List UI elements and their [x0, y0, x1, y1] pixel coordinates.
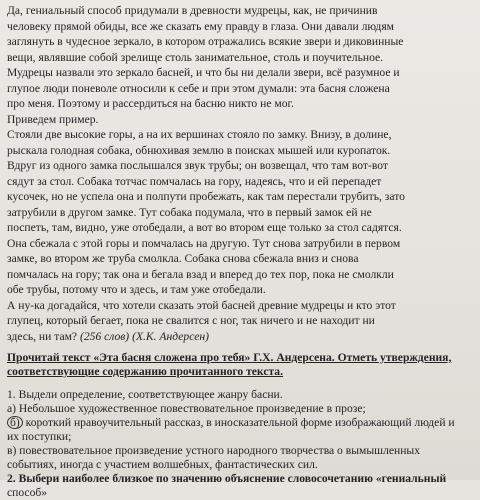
word-count: (256 слов)	[79, 330, 130, 343]
story-line: помчалась на гору; так она и бегала взад и вперед до тех пор, пока не смолкли	[7, 267, 394, 281]
story-last-line	[7, 330, 209, 344]
option-b-line-1	[7, 416, 455, 430]
option-v-line-2: событиях, иногда с участием волшебных, фантастических сил.	[7, 458, 318, 471]
story-line: Мудрецы назвали это зеркало басней, и что бы ни делали звери, всё разумное и	[7, 66, 400, 79]
story-line: Стояли две высокие горы, а на их вершинах стояло по замку. Внизу, в долине,	[7, 128, 392, 141]
story-line: Вдруг из одного замка послышался звук трубы; он возвещал, что там вот-вот	[7, 159, 388, 172]
story-line: замке, во втором же труба смолкла. Собака снова сбежала вниз и снова	[7, 252, 359, 265]
option-v-line-1: в) повествовательное произведение устного народного творчества о вымышленных	[7, 444, 420, 457]
story-line: вещи, являвшие собой зрелище столь занимательное, столь и поучительное.	[7, 50, 384, 64]
story-line: затрубили в другом замке. Тут собака подумала, что в первый замок ей не	[7, 205, 372, 219]
question-1: 1. Выдели определение, соответствующее жанру басни.	[7, 388, 283, 401]
story-line: обе трубы, потому что и здесь, и там уже отобедали.	[7, 283, 266, 296]
story-line: глупец, который бегает, пока не свалится с ног, так ничего и не находит ни	[7, 314, 375, 327]
question-2-continued: способ»	[7, 486, 48, 499]
task-heading-line-1: Прочитай текст «Эта басня сложена про тебя» Г.Х. Андерсена. Отметь утверждения,	[7, 351, 452, 364]
story-line: поспеть, там, видно, уже отобедали, а вот во втором еще только за стол садятся.	[7, 221, 402, 234]
story-line: рыскала голодная собака, обнюхивая землю в поисках мышей или куропаток.	[7, 143, 391, 157]
selected-answer-mark: б)	[7, 416, 23, 429]
story-line: А ну-ка догадайся, что хотели сказать этой басней древние мудрецы и кто этот	[7, 298, 396, 312]
story-line: Она сбежала с этой горы и помчалась на другую. Тут снова затрубили в первом	[7, 236, 401, 250]
story-line: человеку прямой обиды, все же сказать ему правду в глаза. Они давали людям	[7, 19, 395, 33]
story-line: глупое люди поневоле относили к себе и при этом думали: эта басня сложена	[7, 81, 390, 95]
question-2: 2. Выбери наиболее близкое по значению объяснение словосочетанию «гениальный	[7, 472, 447, 485]
option-b-text: короткий нравоучительный рассказ, в иносказательной форме изображающий людей и	[22, 416, 455, 429]
story-line: Да, гениальный способ придумали в древности мудрецы, как, не причинив	[7, 4, 378, 17]
story-line: кусочек, но не успела она и полпути пробежать, как там перестали трубить, зато	[7, 190, 405, 203]
story-last-line-text: здесь, ни там?	[7, 330, 78, 343]
story-line: про меня. Поэтому и рассердиться на басню никто не мог.	[7, 97, 294, 110]
story-line: сядут за стол. Собака тотчас помчалась на гору, надеясь, что и ей перепадет	[7, 174, 382, 188]
option-a: а) Небольшое художественное повествовательное произведение в прозе;	[7, 402, 366, 415]
task-heading-line-2: соответствующие содержанию прочитанного текста.	[7, 365, 284, 378]
option-b-line-2: их поступки;	[7, 430, 72, 443]
author: (Х.К. Андерсен)	[132, 330, 209, 343]
story-line: заглянуть в чудесное зеркало, в котором отражались всякие звери и диковинные	[7, 35, 404, 48]
story-line: Приведем пример.	[7, 112, 99, 126]
